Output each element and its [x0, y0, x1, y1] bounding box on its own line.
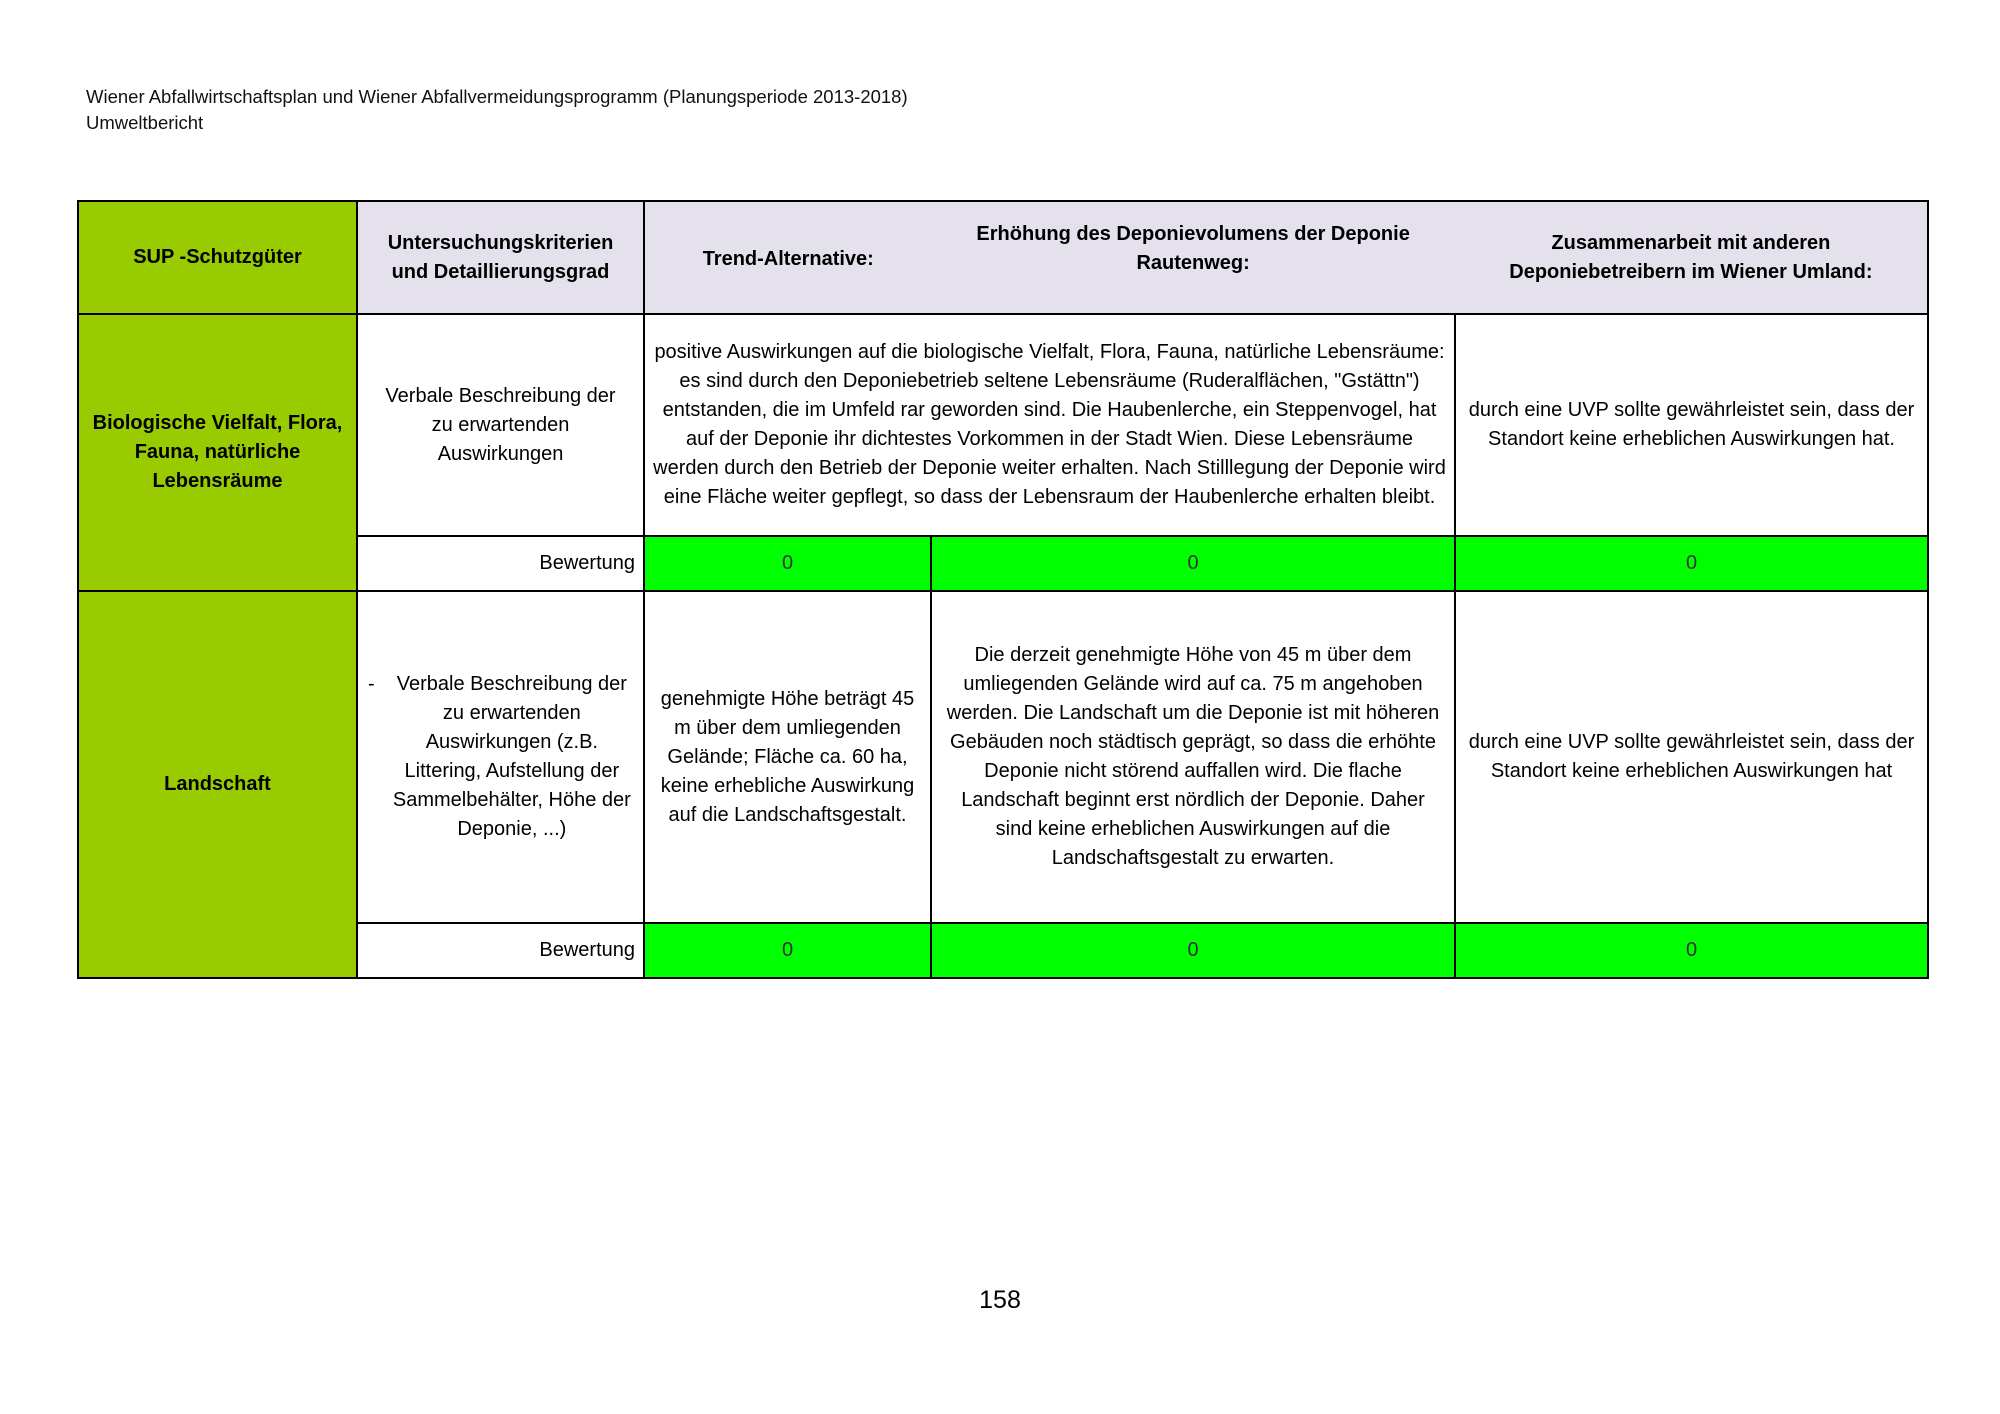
kriterium-text: Verbale Beschreibung der zu erwartenden Auswirkungen (z.B. Littering, Aufstellung der Sammelbehälter, Höhe der Deponie, ...)	[392, 673, 631, 840]
trend-erhoehung-cell: positive Auswirkungen auf die biologische Vielfalt, Flora, Fauna, natürliche Lebensräume: es sind durch den Deponiebetrieb seltene Lebensräume (Ruderalflächen, "Gstättn") entstanden, die im Umfeld rar geworden sind. Die Haubenlerche, ein Steppenvogel, hat auf der Deponie ihr dichtestes Vorkommen in der Stadt Wien. Diese Lebensräume werden durch den Betrieb der Deponie weiter erhalten. Nach Stilllegung der Deponie wird eine Fläche weiter gepflegt, so dass der Lebensraum der Haubenlerche erhalten bleibt.	[644, 314, 1455, 536]
document-title: Wiener Abfallwirtschaftsplan und Wiener Abfallvermeidungsprogramm (Planungsperiode 2013-2018)	[86, 86, 908, 107]
schutzgut-biologische-vielfalt: Biologische Vielfalt, Flora, Fauna, natürliche Lebensräume	[78, 314, 357, 591]
document-subtitle: Umweltbericht	[86, 112, 204, 133]
score-trend: 0	[644, 536, 931, 591]
header-schutzgueter: SUP -Schutzgüter	[78, 201, 357, 314]
trend-cell: genehmigte Höhe beträgt 45 m über dem umliegenden Gelände; Fläche ca. 60 ha, keine erhebliche Auswirkung auf die Landschaftsgestalt.	[644, 591, 931, 923]
kriterium-cell: Verbale Beschreibung der zu erwartenden Auswirkungen	[357, 314, 644, 536]
bewertung-label: Bewertung	[357, 923, 644, 978]
header-zusammenarbeit: Zusammenarbeit mit anderen Deponiebetreibern im Wiener Umland:	[1509, 231, 1873, 283]
list-dash: -	[368, 673, 375, 695]
header-kriterien: Untersuchungskriterien und Detaillierungsgrad	[357, 201, 644, 314]
kriterium-cell	[357, 591, 644, 923]
zusammenarbeit-cell: durch eine UVP sollte gewährleistet sein, dass der Standort keine erheblichen Auswirkungen hat.	[1455, 314, 1928, 536]
header-erhoehung: Erhöhung des Deponievolumens der Deponie Rautenweg:	[976, 222, 1410, 274]
document-header	[86, 84, 908, 136]
score-trend: 0	[644, 923, 931, 978]
erhoehung-cell: Die derzeit genehmigte Höhe von 45 m über dem umliegenden Gelände wird auf ca. 75 m angehoben werden. Die Landschaft um die Deponie ist mit höheren Gebäuden noch städtisch geprägt, so dass die erhöhte Deponie nicht störend auffallen wird. Die flache Landschaft beginnt erst nördlich der Deponie. Daher sind keine erheblichen Auswirkungen auf die Landschaftsgestalt zu erwarten.	[931, 591, 1455, 923]
score-zusammenarbeit: 0	[1455, 923, 1928, 978]
header-alternatives	[644, 201, 1928, 314]
table-header-row	[78, 201, 1928, 314]
page-number: 158	[979, 1286, 1021, 1314]
score-erhoehung: 0	[931, 923, 1455, 978]
table-row	[78, 314, 1928, 536]
schutzgut-landschaft: Landschaft	[78, 591, 357, 978]
score-erhoehung: 0	[931, 536, 1455, 591]
header-trend-alternative: Trend-Alternative:	[702, 248, 874, 270]
zusammenarbeit-cell: durch eine UVP sollte gewährleistet sein, dass der Standort keine erheblichen Auswirkungen hat	[1455, 591, 1928, 923]
score-zusammenarbeit: 0	[1455, 536, 1928, 591]
table-row	[78, 591, 1928, 923]
assessment-table	[77, 200, 1929, 979]
bewertung-label: Bewertung	[357, 536, 644, 591]
